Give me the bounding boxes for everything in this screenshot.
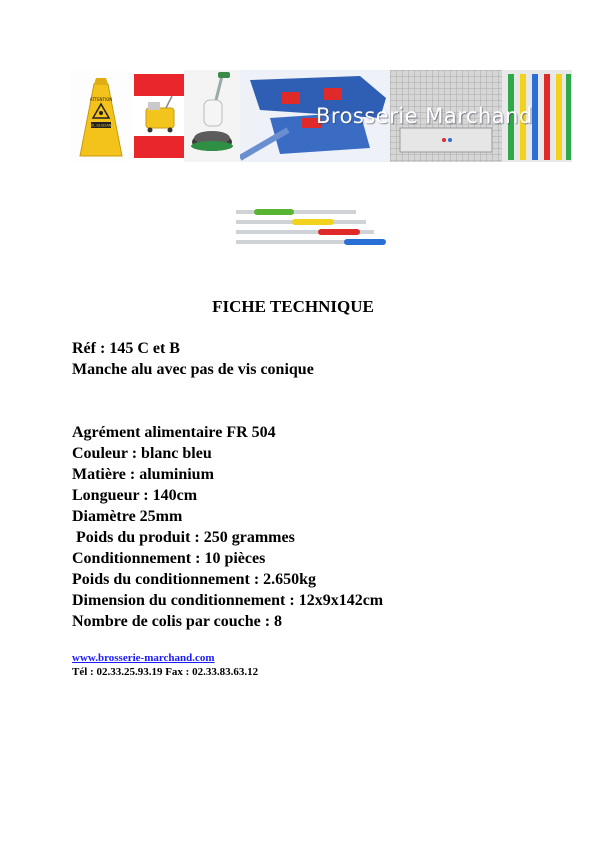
spec-line: Couleur : blanc bleu (72, 445, 212, 462)
spec-line: Nombre de colis par couche : 8 (72, 613, 283, 630)
product-description: Manche alu avec pas de vis conique (72, 361, 314, 378)
mop-bucket-image (132, 70, 184, 162)
spec-line: Diamètre 25mm (72, 508, 183, 525)
floor-machine-image (184, 70, 240, 162)
brand-name: Brosserie Marchand (316, 104, 533, 128)
aluminium-handles-image (234, 204, 394, 254)
sign-text-bottom: SOL GLISSANT (88, 123, 114, 128)
spec-line: Dimension du conditionnement : 12x9x142cm (72, 592, 384, 609)
spec-line: Longueur : 140cm (72, 487, 198, 504)
contact-info: Tél : 02.33.25.93.19 Fax : 02.33.83.63.12 (72, 666, 259, 678)
website-link[interactable]: www.brosserie-marchand.com (72, 652, 215, 664)
spec-line: Poids du produit : 250 grammes (72, 529, 295, 546)
page-title: FICHE TECHNIQUE (212, 297, 374, 316)
spec-line: Agrément alimentaire FR 504 (72, 424, 276, 441)
spec-line: Conditionnement : 10 pièces (72, 550, 266, 567)
spec-line: Matière : aluminium (72, 466, 214, 483)
header-banner (70, 70, 572, 162)
spec-line: Poids du conditionnement : 2.650kg (72, 571, 317, 588)
wet-floor-sign-image (70, 70, 132, 162)
sign-text-top: ATTENTION (89, 97, 113, 102)
reference: Réf : 145 C et B (72, 340, 180, 357)
